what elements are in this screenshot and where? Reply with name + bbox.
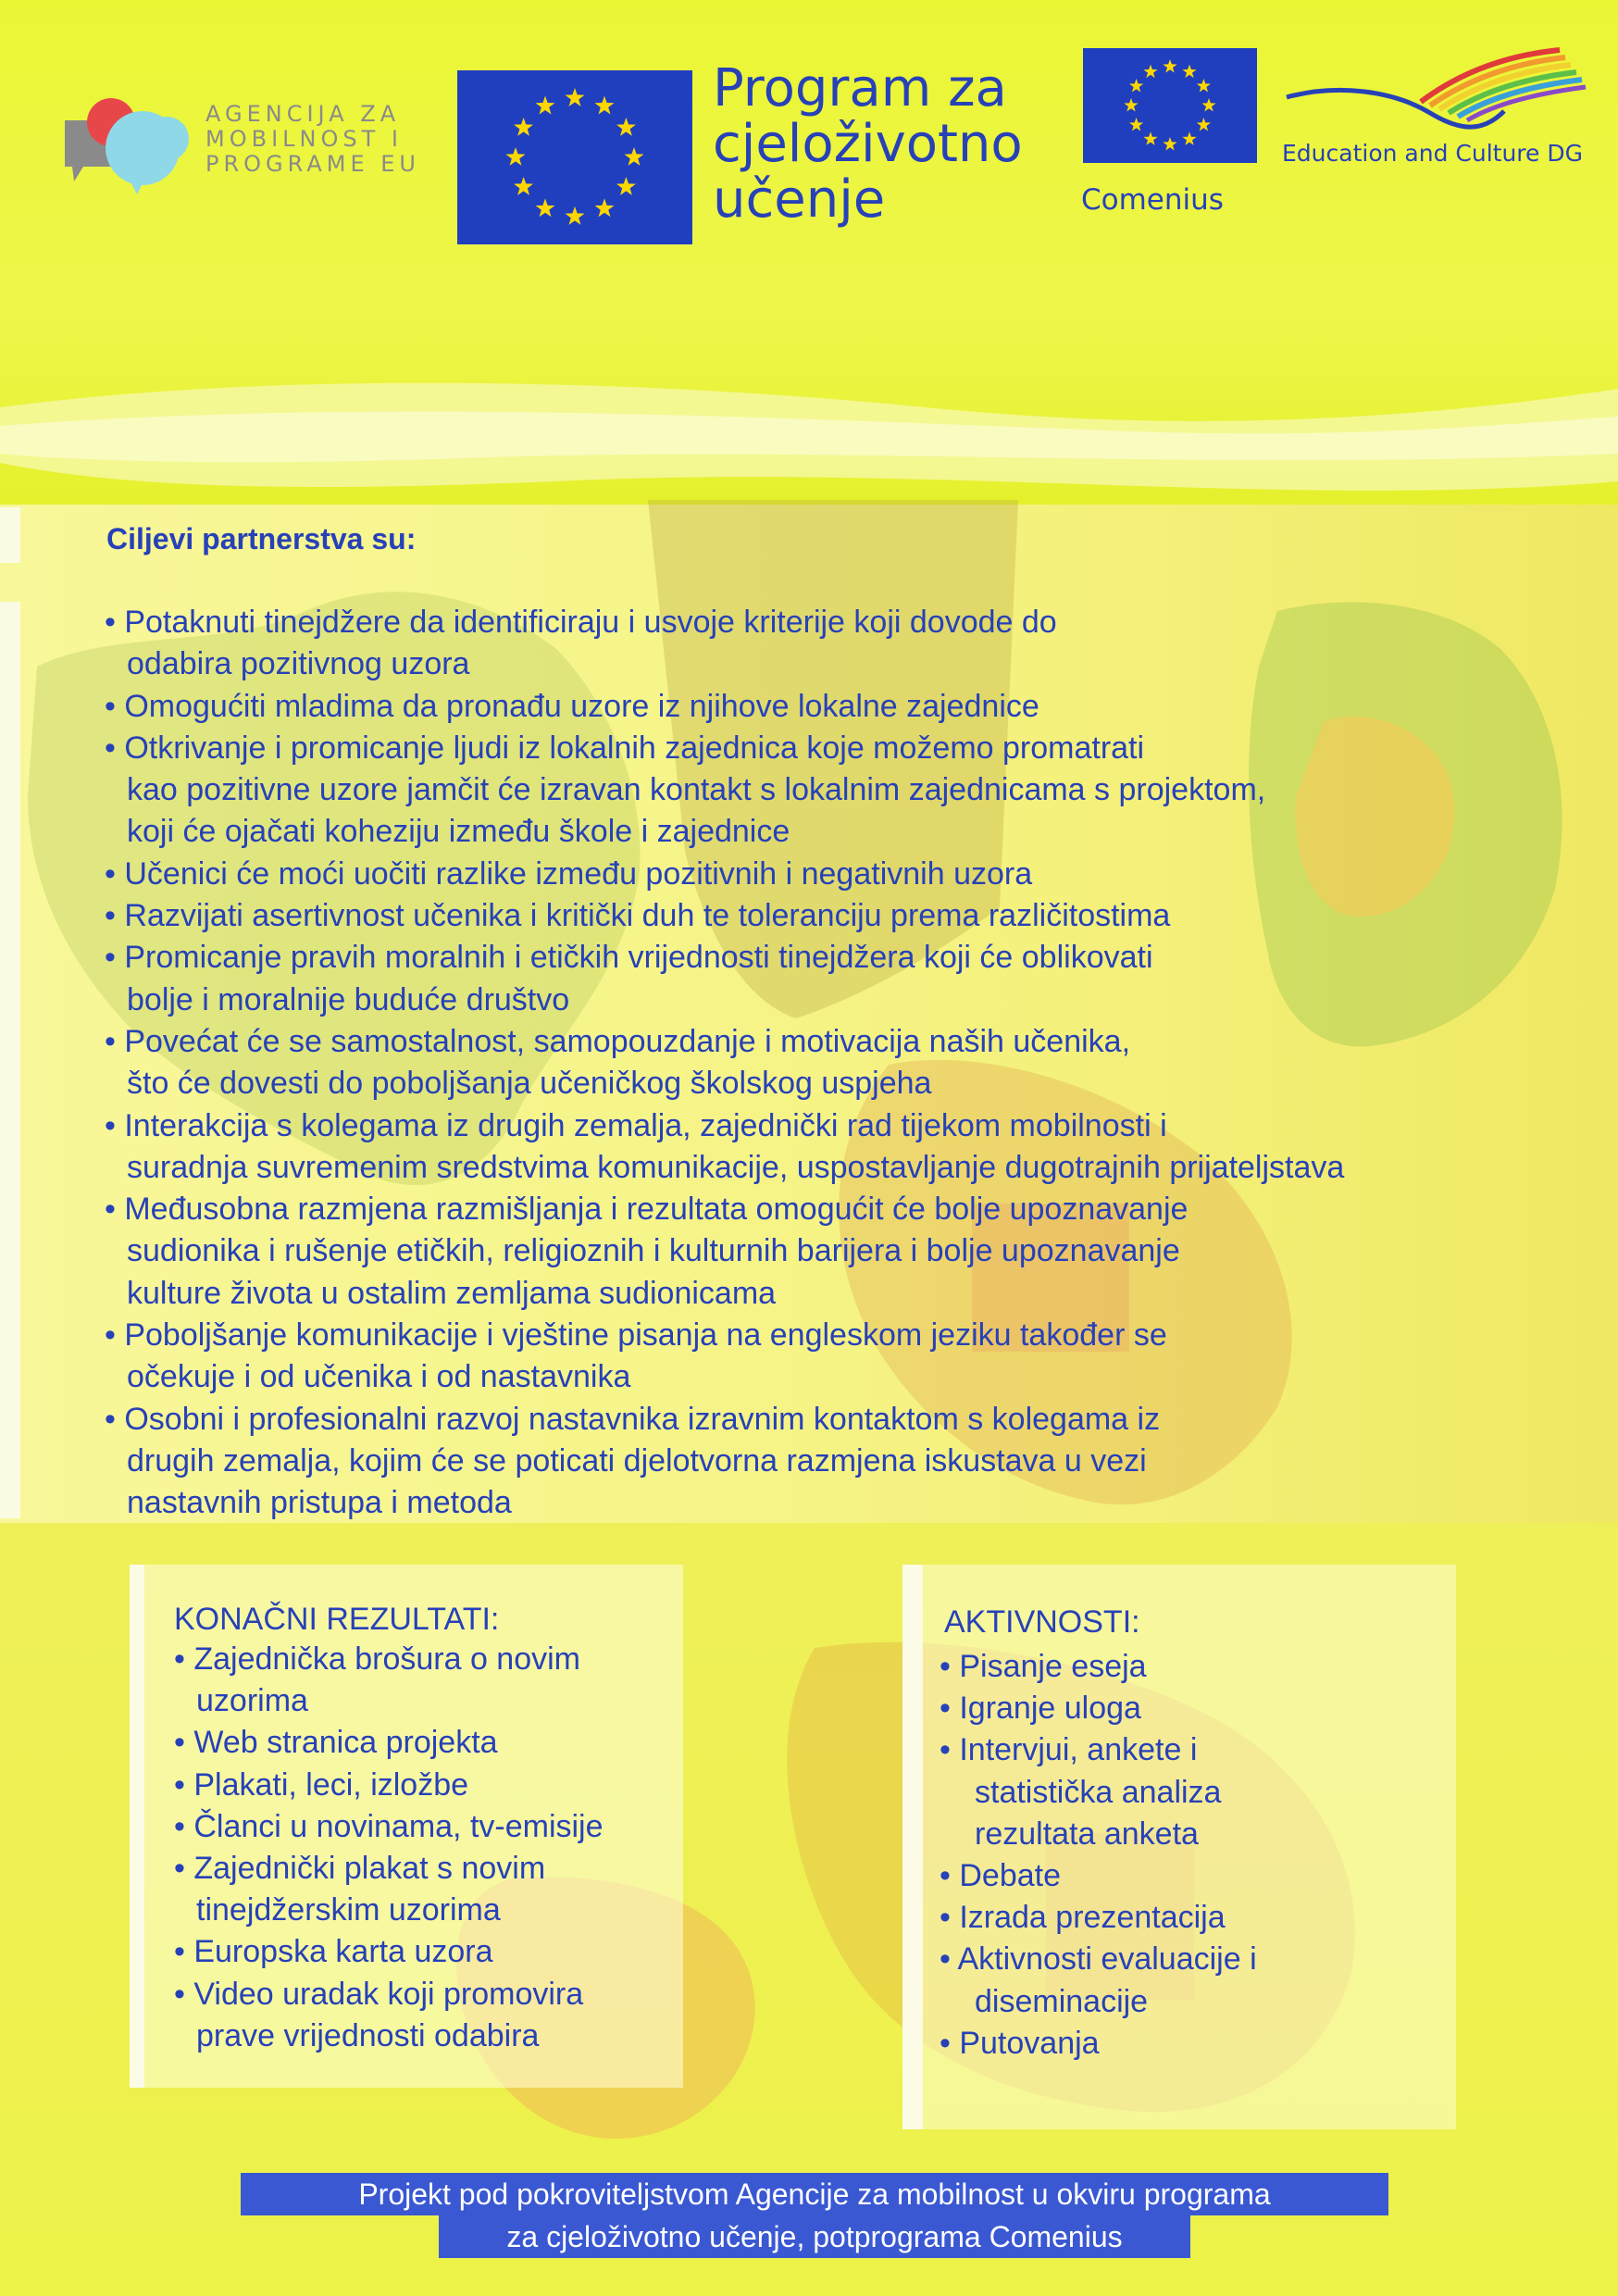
activities-list [940,1646,1257,2065]
comenius-label: Comenius [1081,183,1224,217]
activity-item-line: • Debate [940,1858,1061,1894]
activity-item [940,1939,1257,2022]
activity-item [940,1897,1257,1939]
eu-star [1143,131,1157,144]
program-title-line-1: Program za [713,58,1007,119]
activity-item-line: • Aktivnosti evaluacije i [940,1941,1257,1978]
eu-stars-small-icon [1083,48,1257,163]
result-item-line: prave vrijednosti odabira [196,2017,540,2053]
eu-star [1182,65,1196,79]
footer-line-2: za cjeloživotno učenje, potprograma Comenius [439,2215,1190,2258]
result-item-line: • Zajednička brošura o novim [174,1641,580,1677]
goal-item-line: • Omogućiti mladima da pronađu uzore iz njihove lokalne zajednice [105,688,1039,724]
goal-item-line: odabira pozitivnog uzora [127,646,470,682]
goal-item [105,1021,1586,1105]
activity-item-line: rezultata anketa [975,1816,1199,1852]
eu-star [616,118,636,136]
activity-item-line: • Igranje uloga [940,1691,1141,1727]
goal-item-line: • Interakcija s kolegama iz drugih zemalja, zajednički rad tijekom mobilnosti i [105,1107,1167,1143]
eu-star [616,177,636,195]
result-item [174,1639,604,1722]
results-list [174,1639,604,2057]
education-culture-label: Education and Culture DG [1282,140,1583,167]
eu-star [595,198,615,217]
footer [241,2173,1388,2258]
activity-item [940,1855,1257,1897]
eu-star [1124,98,1138,112]
eu-star [1163,137,1176,151]
eu-star [1129,79,1143,93]
goals-list [105,602,1586,1525]
goal-item-line: • Međusobna razmjena razmišljanja i rezultata omogućit će bolje upoznavanje [105,1192,1189,1228]
goal-item-line: kulture života u ostalim zemljama sudionicama [127,1275,777,1311]
eu-star [514,177,533,195]
eu-star [1197,79,1211,93]
goal-item-line: • Potaknuti tinejdžere da identificiraju i usvoje kriterije koji dovode do [105,605,1057,640]
result-item [174,1806,604,1848]
goal-item-line: očekuje i od učenika i od nastavnika [127,1359,631,1395]
activity-item-line: • Izrada prezentacija [940,1900,1226,1936]
goal-item-line: drugih zemalja, kojim će se poticati djelotvorna razmjena iskustava u vezi [127,1442,1147,1479]
activity-item-line: statistička analiza [975,1774,1222,1810]
footer-line-1: Projekt pod pokroviteljstvom Agencije za mobilnost u okviru programa [241,2173,1388,2215]
eu-star [1129,118,1143,131]
education-culture-logo-icon [1282,46,1587,148]
eu-star [514,118,533,136]
result-item-line: • Video uradak koji promovira [174,1976,584,2012]
goal-item-line: • Učenici će moći uočiti razlike između pozitivnih i negativnih uzora [105,855,1033,892]
goal-item [105,686,1586,728]
activity-item [940,1646,1257,1688]
eu-star [625,147,644,166]
agency-name-line-1: AGENCIJA ZA [205,101,401,127]
left-edge-strip [0,507,20,563]
goal-item [105,1105,1586,1190]
activity-item [940,2023,1257,2065]
goal-item-line: što će dovesti do poboljšanja učeničkog školskog uspjeha [127,1066,932,1102]
eu-star [536,198,555,217]
result-item-line: tinejdžerskim uzorima [196,1892,501,1928]
eu-star [595,96,615,115]
goal-item-line: • Osobni i profesionalni razvoj nastavnika izravnim kontaktom s kolegama iz [105,1401,1161,1437]
eu-star [1201,98,1215,112]
agency-name-line-3: PROGRAME EU [205,151,420,177]
goal-item-line: sudionika i rušenje etičkih, religioznih i kulturnih barijera i bolje upoznavanje [127,1233,1180,1269]
goal-item [105,854,1586,895]
result-item [174,1765,604,1806]
eu-flag-large [457,70,692,244]
activity-item-line: • Intervjui, ankete i [940,1732,1198,1768]
goals-title: Ciljevi partnerstva su: [106,522,417,555]
activity-item-line: diseminacije [975,1983,1149,2019]
result-item-line: uzorima [196,1683,308,1719]
goal-item [105,728,1586,854]
goal-item-line: • Povećat će se samostalnost, samopouzdanje i motivacija naših učenika, [105,1023,1131,1059]
result-item-line: • Članci u novinama, tv-emisije [174,1808,604,1844]
goal-item [105,895,1586,937]
goal-item [105,602,1586,686]
activity-item [940,1729,1257,1855]
result-item-line: • Plakati, leci, izložbe [174,1766,469,1803]
goal-item-line: • Otkrivanje i promicanje ljudi iz lokalnih zajednica koje možemo promatrati [105,730,1145,766]
left-edge-strip-2 [0,602,20,1518]
result-item [174,1931,604,1973]
activities-box-edge [902,1565,923,2129]
result-item-line: • Zajednički plakat s novim [174,1851,546,1887]
eu-star [536,96,555,115]
goal-item-line: • Promicanje pravih moralnih i etičkih vrijednosti tinejdžera koji će oblikovati [105,940,1153,976]
goal-item-line: • Razvijati asertivnost učenika i kritički duh te toleranciju prema različitostima [105,898,1171,934]
eu-flag-small [1083,48,1257,163]
goal-item [105,1399,1586,1525]
goal-item [105,1189,1586,1315]
results-box-edge [130,1565,144,2088]
activity-item-line: • Pisanje eseja [940,1649,1147,1684]
results-title: KONAČNI REZULTATI: [174,1602,500,1637]
goal-item [105,1315,1586,1399]
result-item [174,1974,604,2057]
agency-logo-icon [63,93,193,194]
eu-star [1197,118,1211,131]
agency-name [205,102,420,177]
activity-item-line: • Putovanja [940,2025,1100,2061]
eu-star [1182,131,1196,144]
program-title-line-3: učenje [713,169,886,230]
result-item [174,1848,604,1931]
result-item-line: • Web stranica projekta [174,1725,498,1761]
eu-star [566,88,585,106]
result-item [174,1722,604,1764]
eu-stars-icon [457,70,692,244]
agency-name-line-2: MOBILNOST I [205,126,403,152]
goal-item-line: kao pozitivne uzore jamčit će izravan kontakt s lokalnim zajednicama s projektom, [127,772,1266,808]
goal-item-line: • Poboljšanje komunikacije i vještine pisanja na engleskom jeziku također se [105,1317,1167,1354]
eu-star [506,147,526,166]
result-item-line: • Europska karta uzora [174,1934,493,1970]
eu-star [1143,65,1157,79]
goal-item-line: nastavnih pristupa i metoda [127,1485,512,1521]
goal-item-line: suradnja suvremenim sredstvima komunikacije, uspostavljanje dugotrajnih prijateljstava [127,1149,1345,1185]
program-title [713,58,1023,230]
eu-star [566,206,585,225]
activity-item [940,1688,1257,1729]
eu-star [1163,59,1176,73]
goal-item-line: koji će ojačati koheziju između škole i zajednice [127,814,790,850]
program-title-line-2: cjeloživotno [713,114,1023,174]
goal-item-line: bolje i moralnije buduće društvo [127,981,570,1017]
goal-item [105,937,1586,1021]
activities-title: AKTIVNOSTI: [944,1604,1140,1640]
